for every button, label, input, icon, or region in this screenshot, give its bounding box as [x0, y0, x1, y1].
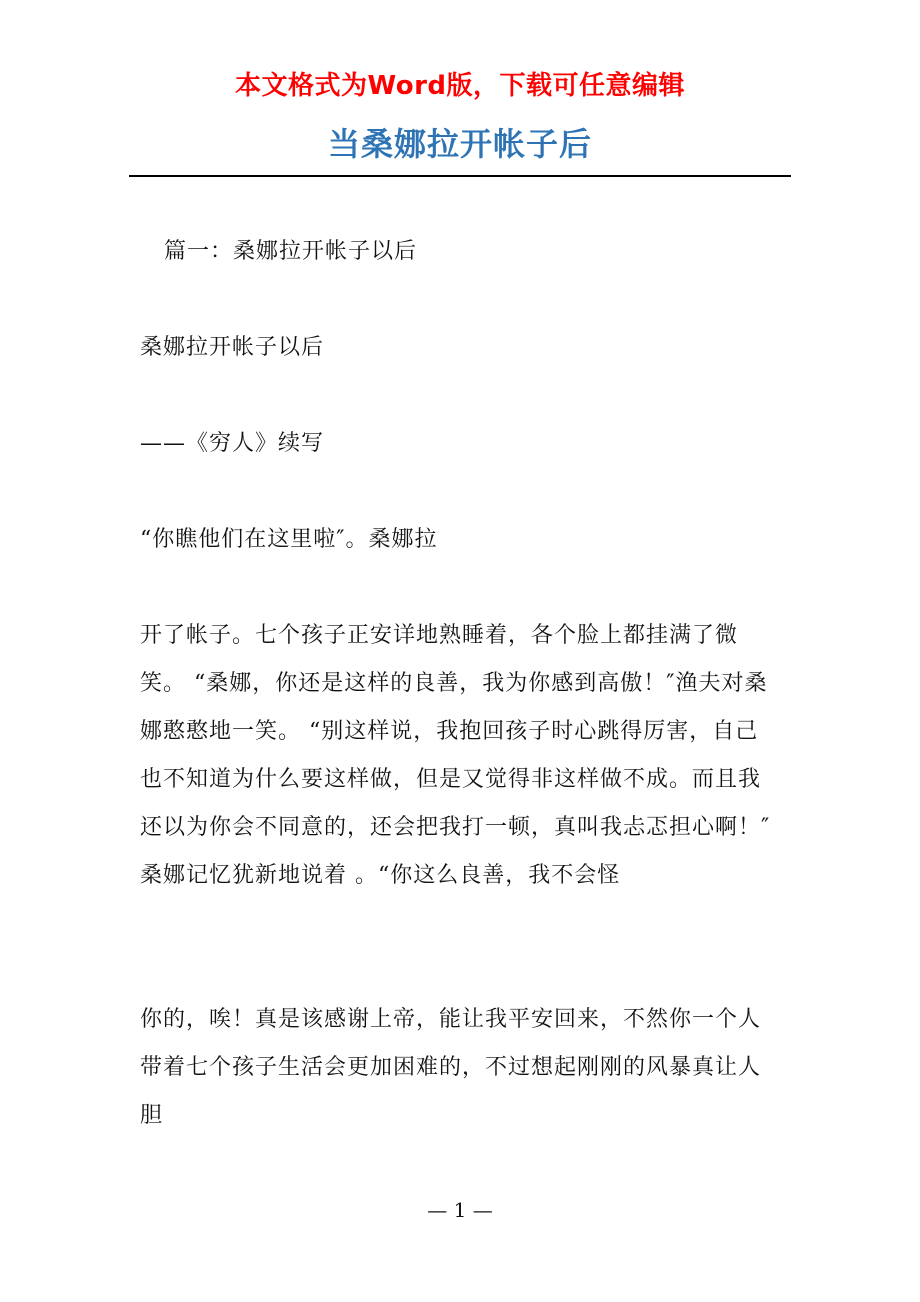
format-notice: 本文格式为Word版，下载可任意编辑	[234, 71, 686, 101]
paragraph-1: “你瞧他们在这里啦″。桑娜拉	[140, 527, 438, 552]
title-divider	[129, 175, 791, 177]
section-heading: 篇一：桑娜拉开帐子以后	[164, 239, 418, 264]
paragraph-2: 开了帐子。七个孩子正安详地熟睡着，各个脸上都挂满了微笑。 “桑娜，你还是这样的良善，我为你感到高傲！″渔夫对桑娜憨憨地一笑。 “别这样说，我抱回孩子时心跳得厉害，自己也不知道为什么要这样做，但是又觉得非这样做不成。而且我还以为你会不同意的，还会把我打一顿，真叫我忐忑担心啊！″桑娜记忆犹新地说着 。“你这么良善，我不会怪	[140, 623, 771, 888]
article-byline: ——《穷人》续写	[140, 431, 325, 456]
article-subtitle: 桑娜拉开帐子以后	[140, 335, 325, 360]
paragraph-3: 你的，唉！真是该感谢上帝，能让我平安回来，不然你一个人带着七个孩子生活会更加困难的，不过想起刚刚的风暴真让人胆	[140, 1007, 762, 1128]
document-title: 当桑娜拉开帐子后	[327, 125, 592, 163]
page-number: — 1 —	[427, 1198, 493, 1222]
